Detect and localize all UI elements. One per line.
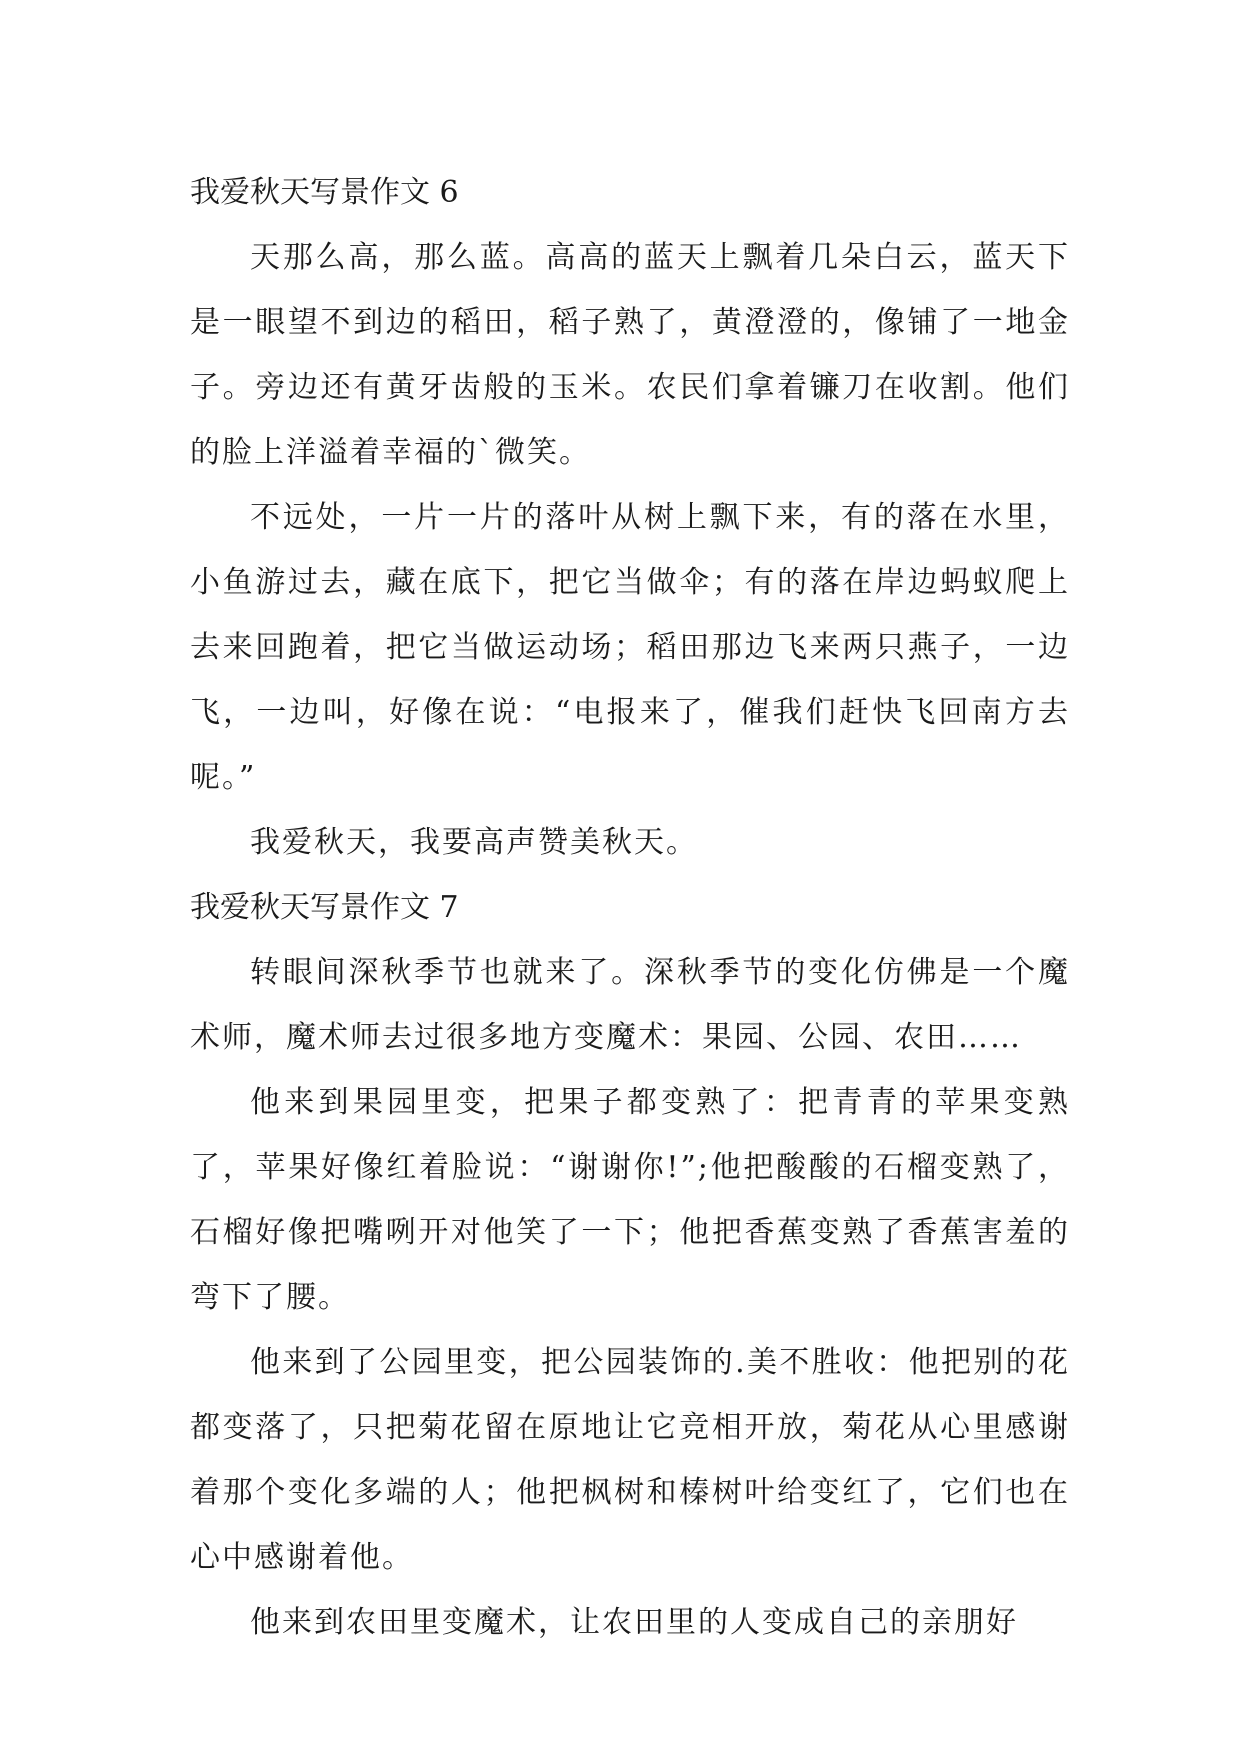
paragraph: 转眼间深秋季节也就来了。深秋季节的变化仿佛是一个魔术师，魔术师去过很多地方变魔术：果园、公园、农田…… — [190, 955, 1070, 1055]
paragraph: 他来到了公园里变，把公园装饰的.美不胜收：他把别的花都变落了，只把菊花留在原地让它竞相开放，菊花从心里感谢着那个变化多端的人；他把枫树和榛树叶给变红了，它们也在心中感谢着他。 — [190, 1345, 1070, 1575]
paragraph: 他来到果园里变，把果子都变熟了：把青青的苹果变熟了，苹果好像红着脸说：“谢谢你!”;他把酸酸的石榴变熟了，石榴好像把嘴咧开对他笑了一下；他把香蕉变熟了香蕉害羞的弯下了腰。 — [190, 1085, 1070, 1315]
section-heading: 我爱秋天写景作文 7 — [190, 890, 459, 925]
section-essay-6 — [190, 160, 1070, 875]
paragraph: 我爱秋天，我要高声赞美秋天。 — [250, 825, 698, 860]
paragraph: 他来到农田里变魔术，让农田里的人变成自己的亲朋好 — [250, 1605, 1018, 1640]
paragraph: 不远处，一片一片的落叶从树上飘下来，有的落在水里，小鱼游过去，藏在底下，把它当做伞；有的落在岸边蚂蚁爬上去来回跑着，把它当做运动场；稻田那边飞来两只燕子，一边飞，一边叫，好像在说：“电报来了，催我们赶快飞回南方去呢。” — [190, 500, 1070, 795]
section-heading: 我爱秋天写景作文 6 — [190, 175, 459, 210]
paragraph: 天那么高，那么蓝。高高的蓝天上飘着几朵白云，蓝天下是一眼望不到边的稻田，稻子熟了，黄澄澄的，像铺了一地金子。旁边还有黄牙齿般的玉米。农民们拿着镰刀在收割。他们的脸上洋溢着幸福的`微笑。 — [190, 240, 1070, 470]
document-body — [190, 160, 1070, 1655]
section-essay-7 — [190, 875, 1070, 1655]
